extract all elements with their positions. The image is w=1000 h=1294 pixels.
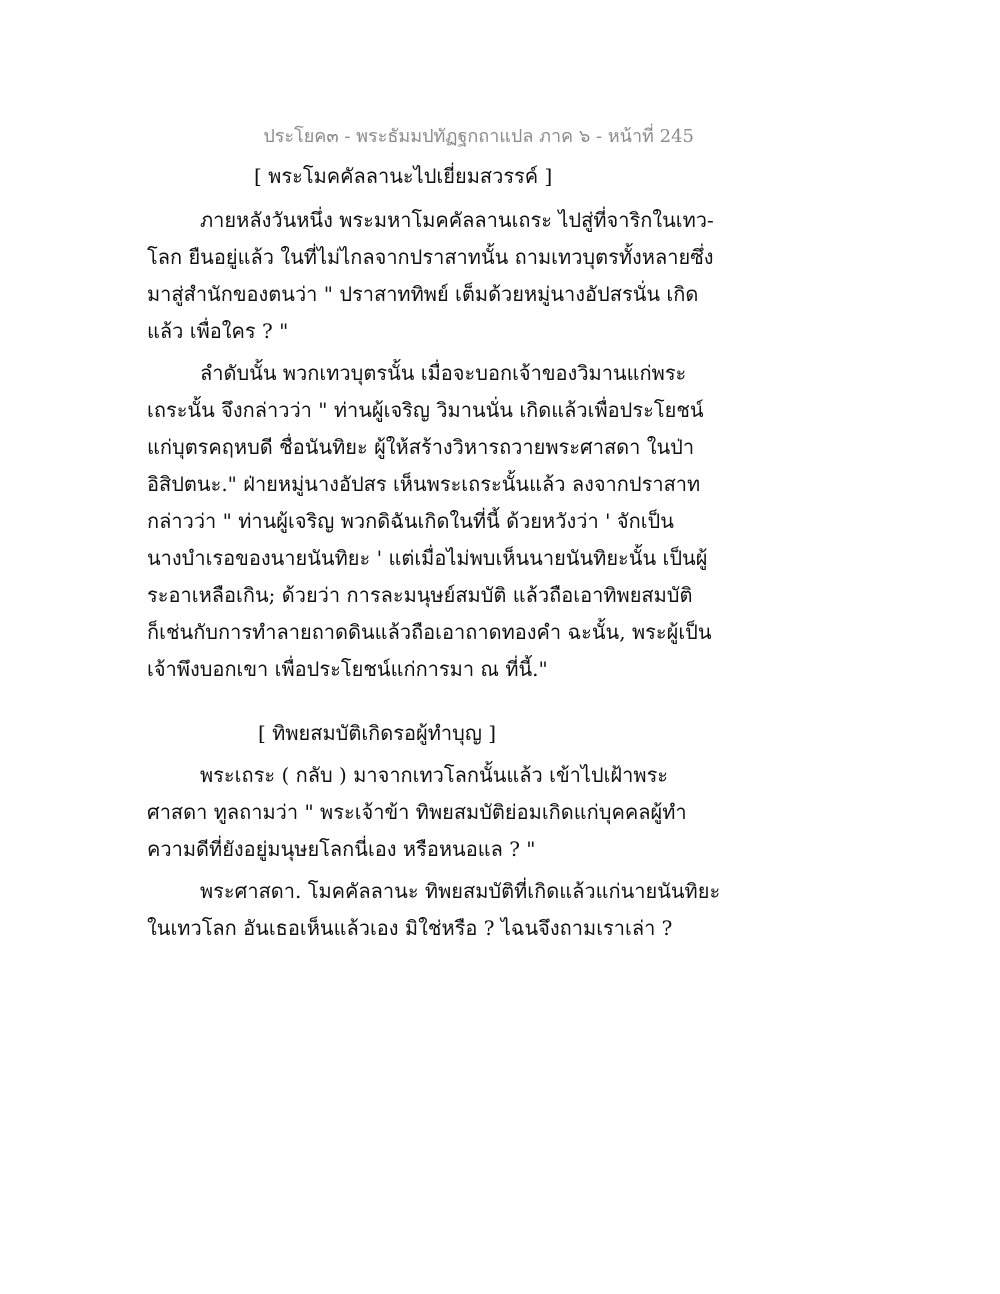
text-line: ก็เช่นกับการทำลายถาดดินแล้วถือเอาถาดทองคำ ฉะนั้น, พระผู้เป็น <box>147 620 712 644</box>
text-line: อิสิปตนะ." ฝ่ายหมู่นางอัปสร เห็นพระเถระนั้นแล้ว ลงจากปราสาท <box>147 472 701 496</box>
text-line: ภายหลังวันหนึ่ง พระมหาโมคคัลลานเถระ ไปสู่ที่จาริกในเทว- <box>200 208 714 232</box>
text-line: แล้ว เพื่อใคร ? " <box>147 319 289 343</box>
text-line: โลก ยืนอยู่แล้ว ในที่ไม่ไกลจากปราสาทนั้น ถามเทวบุตรทั้งหลายซึ่ง <box>147 245 714 269</box>
text-line: ความดีที่ยังอยู่มนุษยโลกนี่เอง หรือหนอแล ? " <box>147 837 536 861</box>
text-line: พระศาสดา. โมคคัลลานะ ทิพยสมบัติที่เกิดแล้วแก่นายนันทิยะ <box>200 879 721 903</box>
text-line: พระเถระ ( กลับ ) มาจากเทวโลกนั้นแล้ว เข้าไปเฝ้าพระ <box>200 763 669 787</box>
text-line: นางบำเรอของนายนันทิยะ ' แต่เมื่อไม่พบเห็นนายนันทิยะนั้น เป็นผู้ <box>147 546 708 570</box>
text-line: มาสู่สำนักของตนว่า " ปราสาททิพย์ เต็มด้วยหมู่นางอัปสรนั่น เกิด <box>147 282 699 306</box>
text-line: ในเทวโลก อันเธอเห็นแล้วเอง มิใช่หรือ ? ไฉนจึงถามเราเล่า ? <box>147 916 673 940</box>
text-line: แก่บุตรคฤหบดี ชื่อนันทิยะ ผู้ให้สร้างวิหารถวายพระศาสดา ในป่า <box>147 435 695 459</box>
text-line: ลำดับนั้น พวกเทวบุตรนั้น เมื่อจะบอกเจ้าของวิมานแก่พระ <box>200 361 687 385</box>
text-line: เจ้าพึงบอกเขา เพื่อประโยชน์แก่การมา ณ ที่นี้." <box>147 657 548 681</box>
section-heading-1: [ พระโมคคัลลานะไปเยี่ยมสวรรค์ ] <box>254 164 553 188</box>
text-line: กล่าวว่า " ท่านผู้เจริญ พวกดิฉันเกิดในที่นี้ ด้วยหวังว่า ' จักเป็น <box>147 509 674 533</box>
text-line: ศาสดา ทูลถามว่า " พระเจ้าข้า ทิพยสมบัติย่อมเกิดแก่บุคคลผู้ทำ <box>147 800 687 824</box>
page-header: ประโยค๓ - พระธัมมปทัฏฐกถาแปล ภาค ๖ - หน้าที่ 245 <box>263 126 694 147</box>
text-line: ระอาเหลือเกิน; ด้วยว่า การละมนุษย์สมบัติ แล้วถือเอาทิพยสมบัติ <box>147 583 693 607</box>
section-heading-2: [ ทิพยสมบัติเกิดรอผู้ทำบุญ ] <box>258 721 497 745</box>
text-line: เถระนั้น จึงกล่าวว่า " ท่านผู้เจริญ วิมานนั่น เกิดแล้วเพื่อประโยชน์ <box>147 398 704 422</box>
